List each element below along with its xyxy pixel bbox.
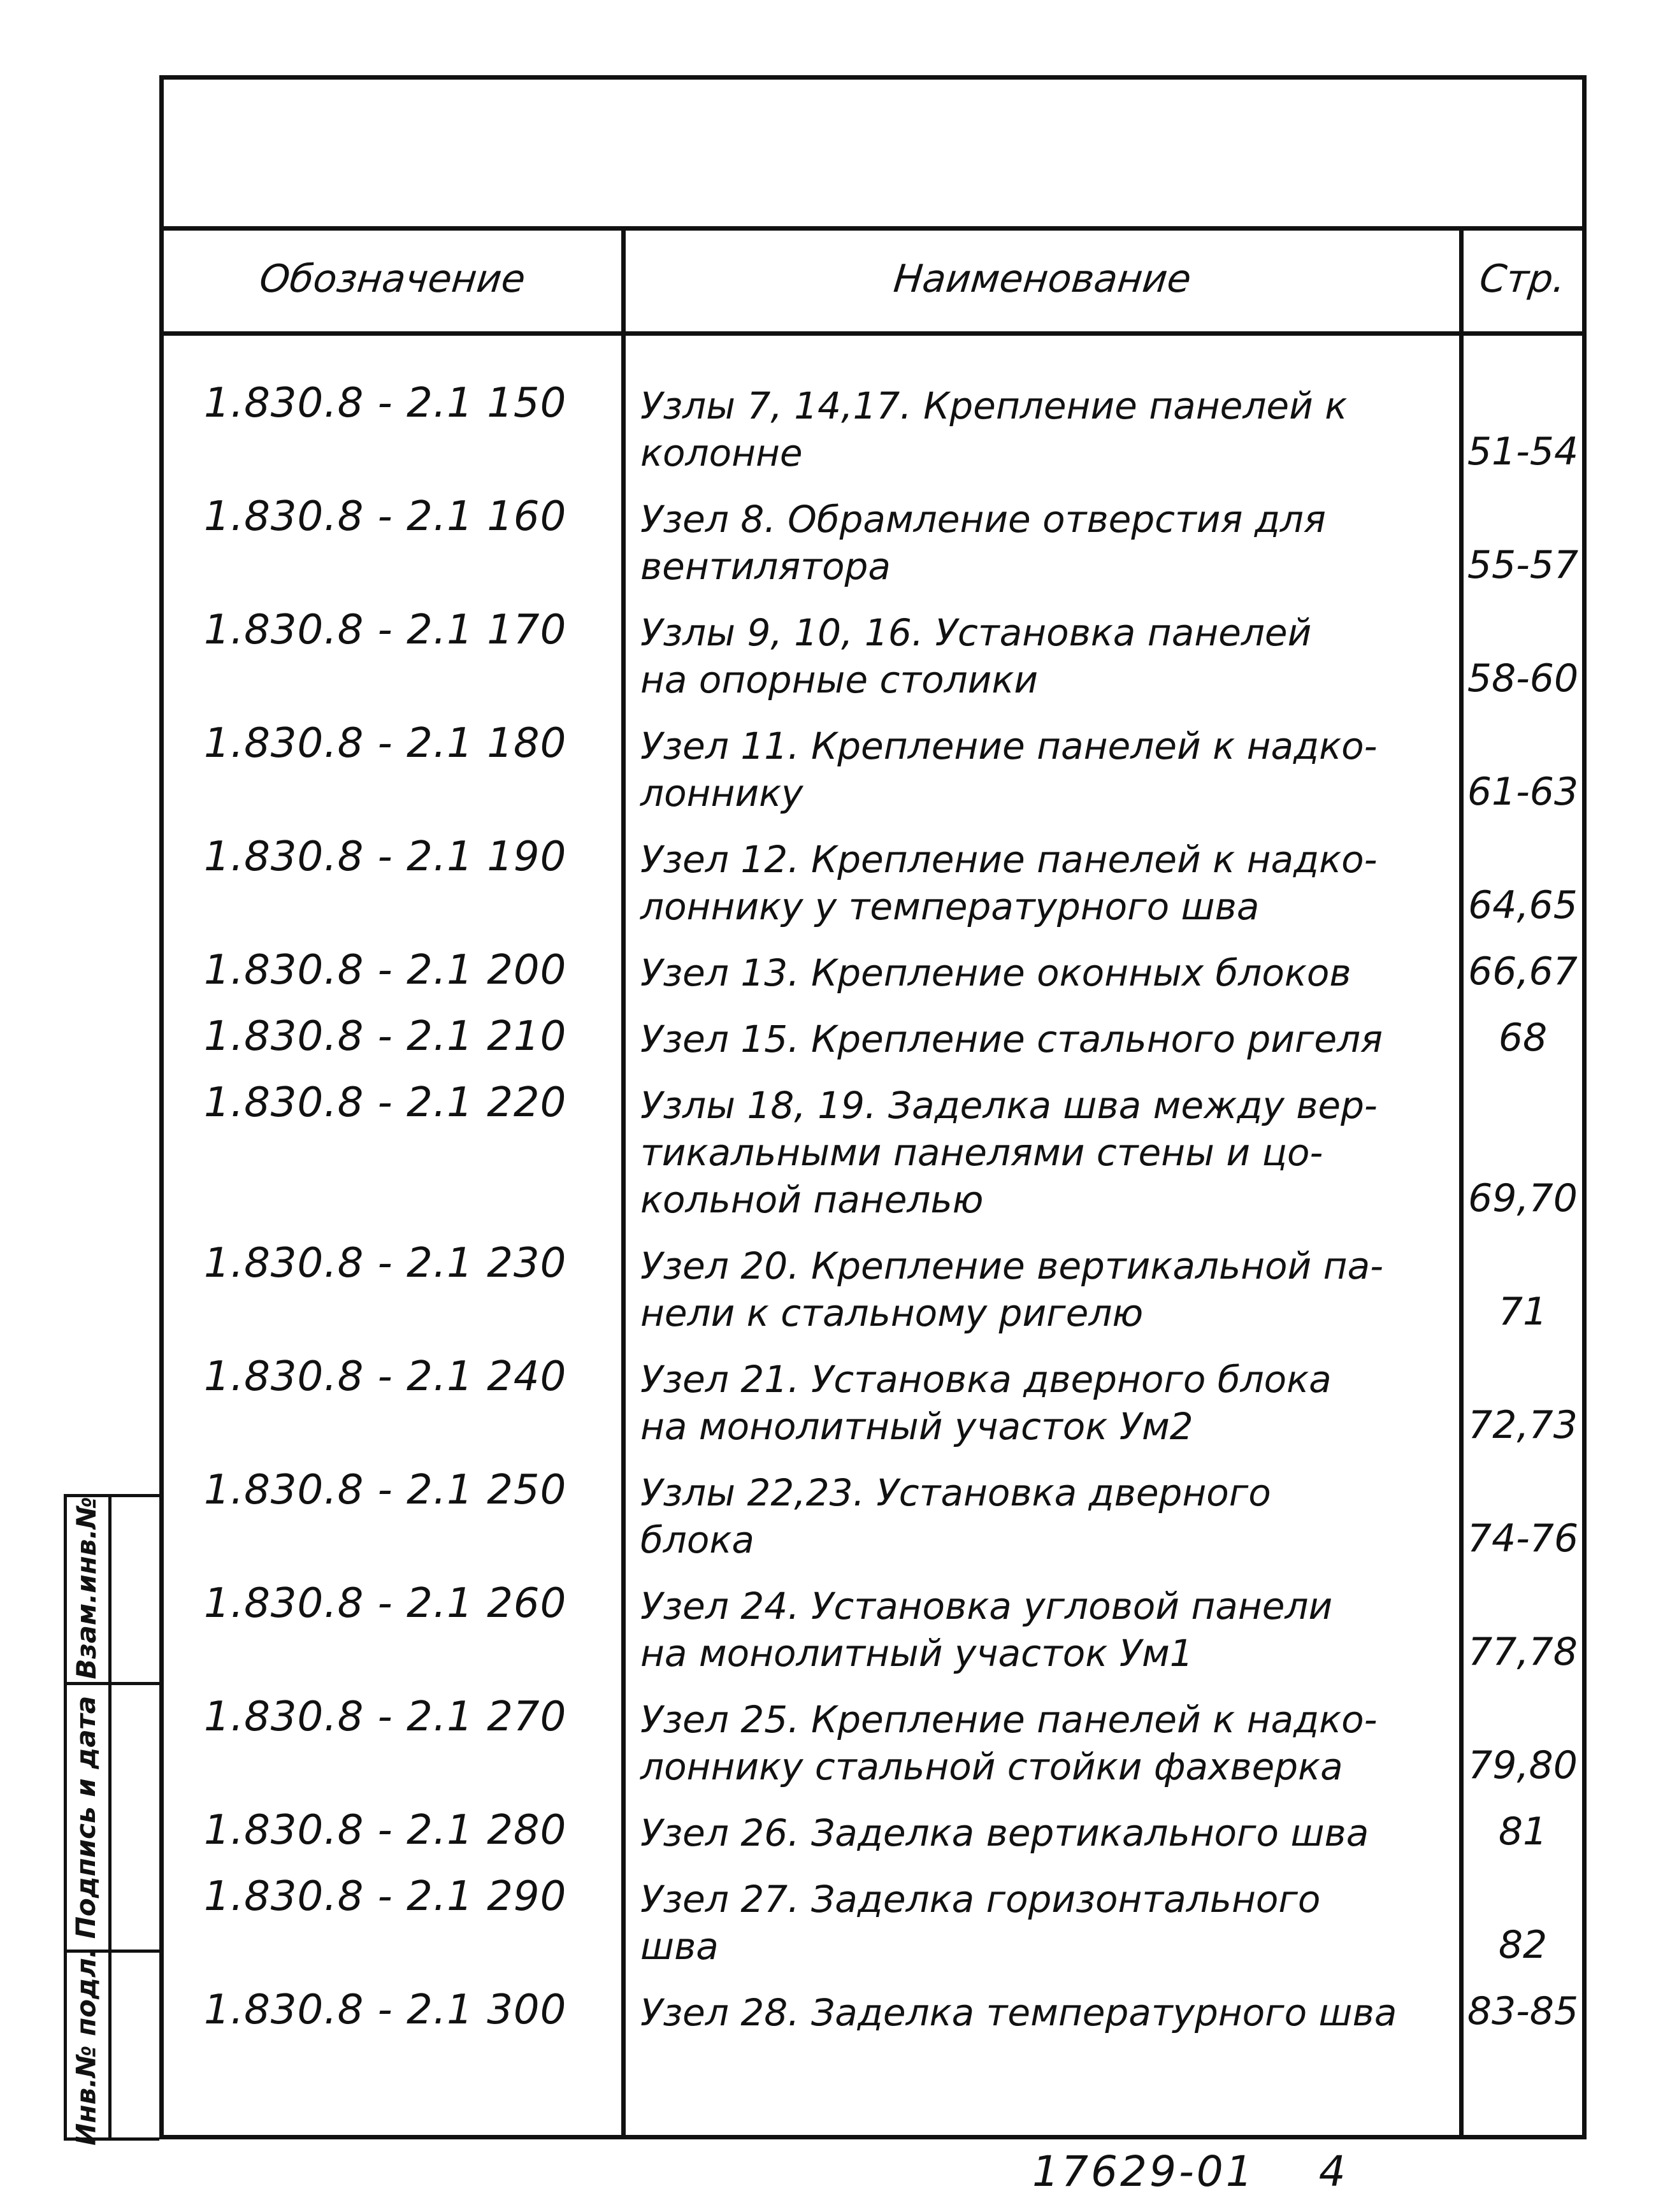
row-page: 82: [1498, 1923, 1548, 1967]
row-name-line: Узел 28. Заделка температурного шва: [640, 1991, 1397, 2034]
row-name-line: на опорные столики: [640, 658, 1039, 701]
side-stamp-inv: [67, 1948, 105, 2146]
row-name-line: тикальными панелями стены и цо-: [640, 1131, 1323, 1174]
header-divider: [159, 331, 1587, 336]
row-designation: 1.830.8 - 2.1 160: [204, 493, 567, 540]
row-designation: 1.830.8 - 2.1 170: [204, 607, 567, 654]
row-page: 83-85: [1467, 1989, 1579, 2034]
row-page: 58-60: [1467, 656, 1579, 701]
row-page: 66,67: [1468, 949, 1578, 994]
row-name: [640, 609, 1437, 703]
row-designation: 1.830.8 - 2.1 280: [204, 1807, 567, 1854]
column-divider-2: [1459, 226, 1464, 2139]
row-name-line: Узел 26. Заделка вертикального шва: [640, 1811, 1369, 1855]
row-name: [640, 722, 1437, 817]
row-name-line: лоннику у температурного шва: [640, 885, 1260, 928]
row-name: [640, 1082, 1437, 1223]
row-name-line: Узел 21. Установка дверного блока: [640, 1358, 1332, 1401]
signature-date-label: Подпись и дата: [70, 1695, 102, 1939]
row-name: [640, 1242, 1437, 1337]
row-name: [640, 1469, 1437, 1563]
sheet-number: 4: [1318, 2147, 1348, 2196]
side-stamp-replaces-inv: [67, 1494, 105, 1682]
row-page: 71: [1498, 1289, 1548, 1334]
row-name-line: шва: [640, 1925, 719, 1968]
row-name-line: лоннику стальной стойки фахверка: [640, 1745, 1343, 1788]
row-name-line: Узел 20. Крепление вертикальной па-: [640, 1244, 1384, 1288]
row-designation: 1.830.8 - 2.1 150: [204, 380, 567, 427]
row-name: [640, 1696, 1437, 1790]
row-name: [640, 1989, 1437, 2036]
row-name-line: Узлы 9, 10, 16. Установка панелей: [640, 611, 1312, 654]
side-stamp-signature: [67, 1685, 105, 1950]
row-name: [640, 496, 1437, 590]
row-page: 55-57: [1467, 543, 1579, 587]
row-designation: 1.830.8 - 2.1 290: [204, 1873, 567, 1920]
row-name: [640, 949, 1437, 996]
row-name-line: Узел 13. Крепление оконных блоков: [640, 951, 1351, 995]
row-name-line: Узлы 18, 19. Заделка шва между вер-: [640, 1084, 1378, 1127]
row-name-line: Узел 12. Крепление панелей к надко-: [640, 838, 1378, 881]
row-page: 81: [1498, 1809, 1548, 1854]
row-name-line: Узел 11. Крепление панелей к надко-: [640, 724, 1378, 768]
row-name: [640, 1356, 1437, 1450]
row-name: [640, 1876, 1437, 1970]
row-name: [640, 836, 1437, 930]
row-designation: 1.830.8 - 2.1 250: [204, 1467, 567, 1514]
row-designation: 1.830.8 - 2.1 270: [204, 1693, 567, 1741]
row-name-line: кольной панелью: [640, 1178, 984, 1221]
row-designation: 1.830.8 - 2.1 200: [204, 947, 567, 994]
row-name: [640, 1809, 1437, 1856]
row-designation: 1.830.8 - 2.1 210: [204, 1013, 567, 1060]
row-name-line: вентилятора: [640, 545, 891, 588]
row-name-line: Узел 27. Заделка горизонтального: [640, 1878, 1321, 1921]
row-designation: 1.830.8 - 2.1 300: [204, 1986, 567, 2034]
row-name-line: нели к стальному ригелю: [640, 1291, 1144, 1335]
row-name-line: Узлы 7, 14,17. Крепление панелей к: [640, 384, 1348, 427]
row-name-line: Узел 15. Крепление стального ригеля: [640, 1017, 1383, 1061]
row-name-line: Узел 8. Обрамление отверстия для: [640, 498, 1326, 541]
row-name-line: колонне: [640, 431, 803, 475]
row-name-line: Узел 25. Крепление панелей к надко-: [640, 1698, 1378, 1741]
row-name-line: Узел 24. Установка угловой панели: [640, 1584, 1333, 1628]
row-designation: 1.830.8 - 2.1 240: [204, 1353, 567, 1400]
row-name: [640, 1583, 1437, 1677]
row-page: 61-63: [1467, 770, 1579, 814]
row-designation: 1.830.8 - 2.1 180: [204, 720, 567, 767]
row-name: [640, 1016, 1437, 1063]
micro-stamp-mark: [1555, 2039, 1569, 2077]
row-name-line: лоннику: [640, 772, 803, 815]
row-name-line: блока: [640, 1518, 754, 1562]
inv-no-label: Инв.№ подл.: [70, 1948, 102, 2146]
side-stamp-divider-v: [108, 1494, 112, 2141]
row-page: 74-76: [1467, 1516, 1579, 1561]
row-name-line: на монолитный участок Ум2: [640, 1405, 1193, 1448]
row-designation: 1.830.8 - 2.1 230: [204, 1240, 567, 1287]
footer: [1032, 2147, 1348, 2196]
row-page: 68: [1498, 1016, 1548, 1060]
row-designation: 1.830.8 - 2.1 190: [204, 833, 567, 880]
row-name-line: Узлы 22,23. Установка дверного: [640, 1471, 1271, 1514]
header-name: Наименование: [891, 256, 1193, 301]
row-designation: 1.830.8 - 2.1 220: [204, 1079, 567, 1126]
doc-number: 17629-01: [1032, 2147, 1255, 2196]
row-page: 79,80: [1468, 1743, 1578, 1788]
column-divider-1: [621, 226, 626, 2139]
header-designation: Обозначение: [257, 256, 528, 301]
header-page: Стр.: [1477, 256, 1568, 301]
row-name-line: на монолитный участок Ум1: [640, 1632, 1193, 1675]
row-page: 77,78: [1468, 1630, 1578, 1674]
row-page: 72,73: [1468, 1403, 1578, 1447]
row-name: [640, 382, 1437, 477]
row-page: 51-54: [1467, 429, 1579, 474]
row-designation: 1.830.8 - 2.1 260: [204, 1580, 567, 1627]
replaces-inv-label: Взам.инв.№: [70, 1497, 102, 1679]
row-page: 69,70: [1468, 1176, 1578, 1221]
row-page: 64,65: [1468, 883, 1578, 928]
